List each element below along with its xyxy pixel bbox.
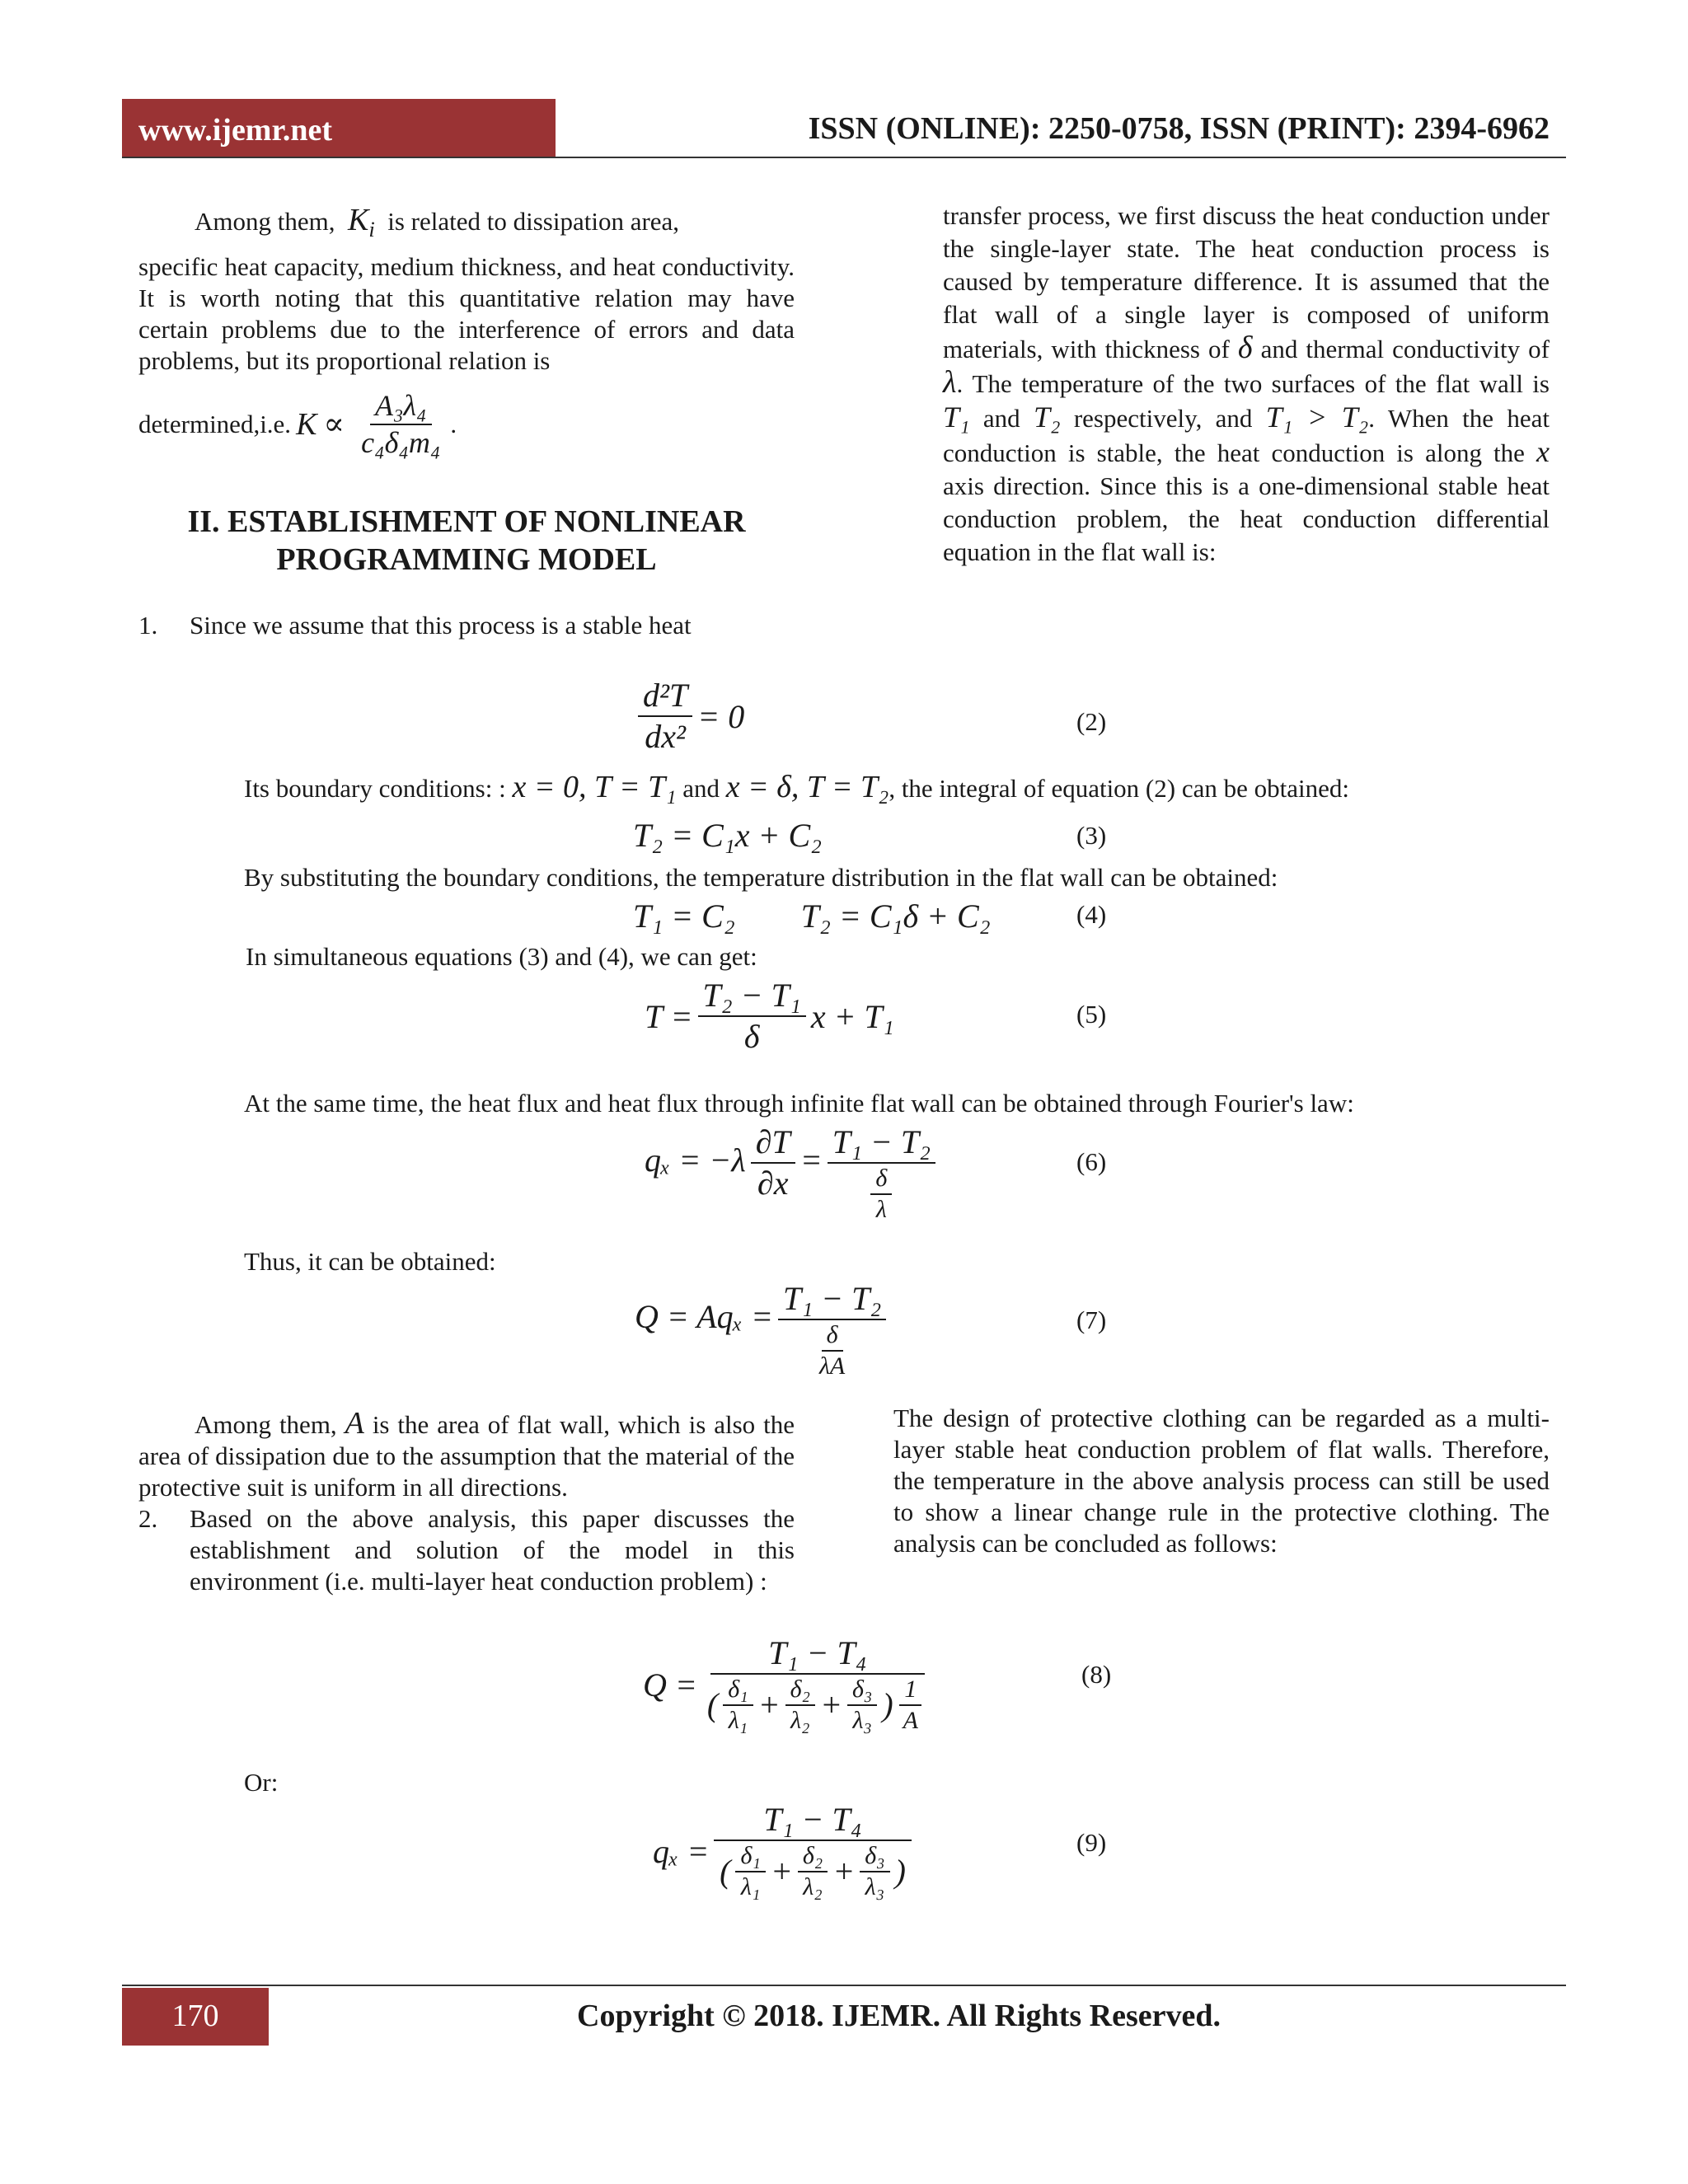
equation-number-4: (4) [1076, 900, 1107, 929]
equation-number-8: (8) [1081, 1660, 1112, 1689]
equation-4: T₁ = C₂ T₂ = C₁δ + C₂ [633, 898, 991, 935]
page-number: 170 [171, 1999, 219, 2033]
equation-8: Q = T₁ − T₄ ( $\frac{\text{δ₁}}{\text{λ₁}}$ + $\frac{\text{δ₂}}{\text{λ₂}}$ + $\frac{\text{δ₃}}{\text{λ₃}}$ ) $\frac{1}{A}$ [643, 1633, 938, 1736]
equation-9: qₓ = T₁ − T₄ ( $\frac{\text{δ₁}}{\text{λ₁}}$ + $\frac{\text{δ₂}}{\text{λ₂}}$ + $\frac{\text{δ₃}}{\text{λ₃}}$ ) [653, 1800, 917, 1902]
or-text: Or: [244, 1768, 279, 1797]
equation-2: $\frac{\text{d²T}}{\text{dx²}}$ = 0 [633, 676, 744, 757]
eq6-fraction: $\frac{\text{T₁ − T₂}}{\frac{\delta}{\lambda}}$ [828, 1122, 935, 1225]
eq9-fraction: T₁ − T₄ ( $\frac{\text{δ₁}}{\text{λ₁}}$ + $\frac{\text{δ₂}}{\text{λ₂}}$ + $\frac{\text{δ₃}}{\text{λ₃}}$ ) [714, 1800, 911, 1902]
left-p1-body: specific heat capacity, medium thickness, and heat conductivity. It is worth noting that this quantitative relation may have certain problems due to the interference of errors and data problems, but its proportional relation is [138, 251, 795, 375]
thus-text: Thus, it can be obtained: [244, 1247, 496, 1276]
eq8-term-1: $\frac{\text{δ₁}}{\text{λ₁}}$ [723, 1675, 753, 1736]
equation-number-2: (2) [1076, 707, 1107, 736]
equation-7: Q = Aqₓ = $\frac{\text{T₁ − T₂}}{\frac{\delta}{\lambda A}}$ [635, 1279, 891, 1381]
equation-number-6: (6) [1076, 1147, 1107, 1176]
eq8-term-3: $\frac{\text{δ₃}}{\text{λ₃}}$ [847, 1675, 877, 1736]
footer-rule [122, 1985, 1566, 1986]
list-item-2: 2. Based on the above analysis, this paper discusses the establishment and solution of the model in this environment (i.e. multi-layer heat conduction problem) : [138, 1504, 795, 1596]
boundary-conditions: Its boundary conditions: : x = 0, T = T₁ and x = δ, T = T₂, the integral of equation (2) can be obtained: [244, 770, 1349, 804]
equation-number-9: (9) [1076, 1828, 1107, 1857]
copyright: Copyright © 2018. IJEMR. All Rights Reserved. [577, 1999, 1221, 2033]
eq9-term-2: $\frac{\text{δ₂}}{\text{λ₂}}$ [798, 1841, 828, 1902]
journal-issn: ISSN (ONLINE): 2250-0758, ISSN (PRINT): 2394-6962 [808, 111, 1550, 146]
equation-number-3: (3) [1076, 821, 1107, 850]
header-rule [122, 157, 1566, 158]
right-paragraph-2: The design of protective clothing can be regarded as a multi-layer stable heat conduction problem of flat walls. Therefore, the temperature in the above analysis process can still be used to show a linear change rule in the protective clothing. The analysis can be concluded as follows: [893, 1404, 1550, 1558]
eq6-partial-fraction: $\frac{\partial T}{\partial x}$ [751, 1122, 795, 1203]
proportional-fraction: $\frac{\text{A₃λ₄}}{\text{c₄δ₄m₄}}$ [361, 388, 441, 460]
journal-website[interactable]: www.ijemr.net [138, 113, 332, 148]
eq8-area-term: $\frac{1}{A}$ [898, 1675, 923, 1736]
eq8-term-2: $\frac{\text{δ₂}}{\text{λ₂}}$ [785, 1675, 815, 1736]
eq6-denominator-fraction: $\frac{\delta}{\lambda}$ [870, 1164, 892, 1225]
eq2-fraction: $\frac{\text{d²T}}{\text{dx²}}$ [638, 676, 692, 757]
equation-number-7: (7) [1076, 1305, 1107, 1334]
left-paragraph-1 [138, 204, 795, 461]
left-paragraph-2: Among them, A is the area of flat wall, which is also the area of dissipation due to the assumption that the material of the protective suit is uniform in all directions. [138, 1406, 795, 1502]
eq9-term-1: $\frac{\text{δ₁}}{\text{λ₁}}$ [735, 1841, 765, 1902]
substitution-text: By substituting the boundary conditions, the temperature distribution in the flat wall can be obtained: [244, 863, 1278, 892]
eq5-fraction: $\frac{\text{T₂ − T₁}}{\delta}$ [698, 976, 806, 1057]
left-p1-line1: Among them, $K_i$ is related to dissipation area, [195, 203, 680, 241]
fourier-text: At the same time, the heat flux and heat flux through infinite flat wall can be obtained through Fourier's law: [244, 1089, 1354, 1118]
equation-5: T = $\frac{\text{T₂ − T₁}}{\delta}$ x + T₁ [645, 977, 894, 1055]
list-item-1: 1. Since we assume that this process is a stable heat [138, 611, 692, 640]
left-p1-proportional: determined,i.e. K ∝ $\frac{\text{A₃λ₄}}{\text{c₄δ₄m₄}}$ . [138, 388, 795, 461]
simultaneous-text: In simultaneous equations (3) and (4), we can get: [246, 942, 757, 971]
equation-6: qₓ = −λ $\frac{\partial T}{\partial x}$ = $\frac{\text{T₁ − T₂}}{\frac{\delta}{\lambda}}$ [645, 1122, 940, 1225]
symbol-K: $K_i$ [348, 203, 375, 241]
eq7-denominator-fraction: $\frac{\delta}{\lambda A}$ [818, 1321, 846, 1380]
eq7-fraction: $\frac{\text{T₁ − T₂}}{\frac{\delta}{\lambda A}}$ [778, 1279, 886, 1381]
eq9-term-3: $\frac{\text{δ₃}}{\text{λ₃}}$ [860, 1841, 889, 1902]
equation-number-5: (5) [1076, 1000, 1107, 1029]
section-title: II. ESTABLISHMENT OF NONLINEAR PROGRAMMING MODEL [187, 504, 746, 577]
right-paragraph-1: transfer process, we first discuss the heat conduction under the single-layer state. The heat conduction process is caused by temperature difference. It is assumed that the flat wall of a single layer is composed of uniform materials, with thickness of δ and thermal conductivity of λ. The temperature of the two surfaces of the flat wall is T₁ and T₂ respectively, and T₁ > T₂. When the heat conduction is stable, the heat conduction is along the x axis direction. Since this is a one-dimensional stable heat conduction problem, the heat conduction differential equation in the flat wall is: [943, 201, 1550, 566]
eq8-fraction: T₁ − T₄ ( $\frac{\text{δ₁}}{\text{λ₁}}$ + $\frac{\text{δ₂}}{\text{λ₂}}$ + $\frac{\text{δ₃}}{\text{λ₃}}$ ) $\frac{1}{A}$ [702, 1633, 933, 1736]
equation-3: T₂ = C₁x + C₂ [633, 817, 823, 854]
